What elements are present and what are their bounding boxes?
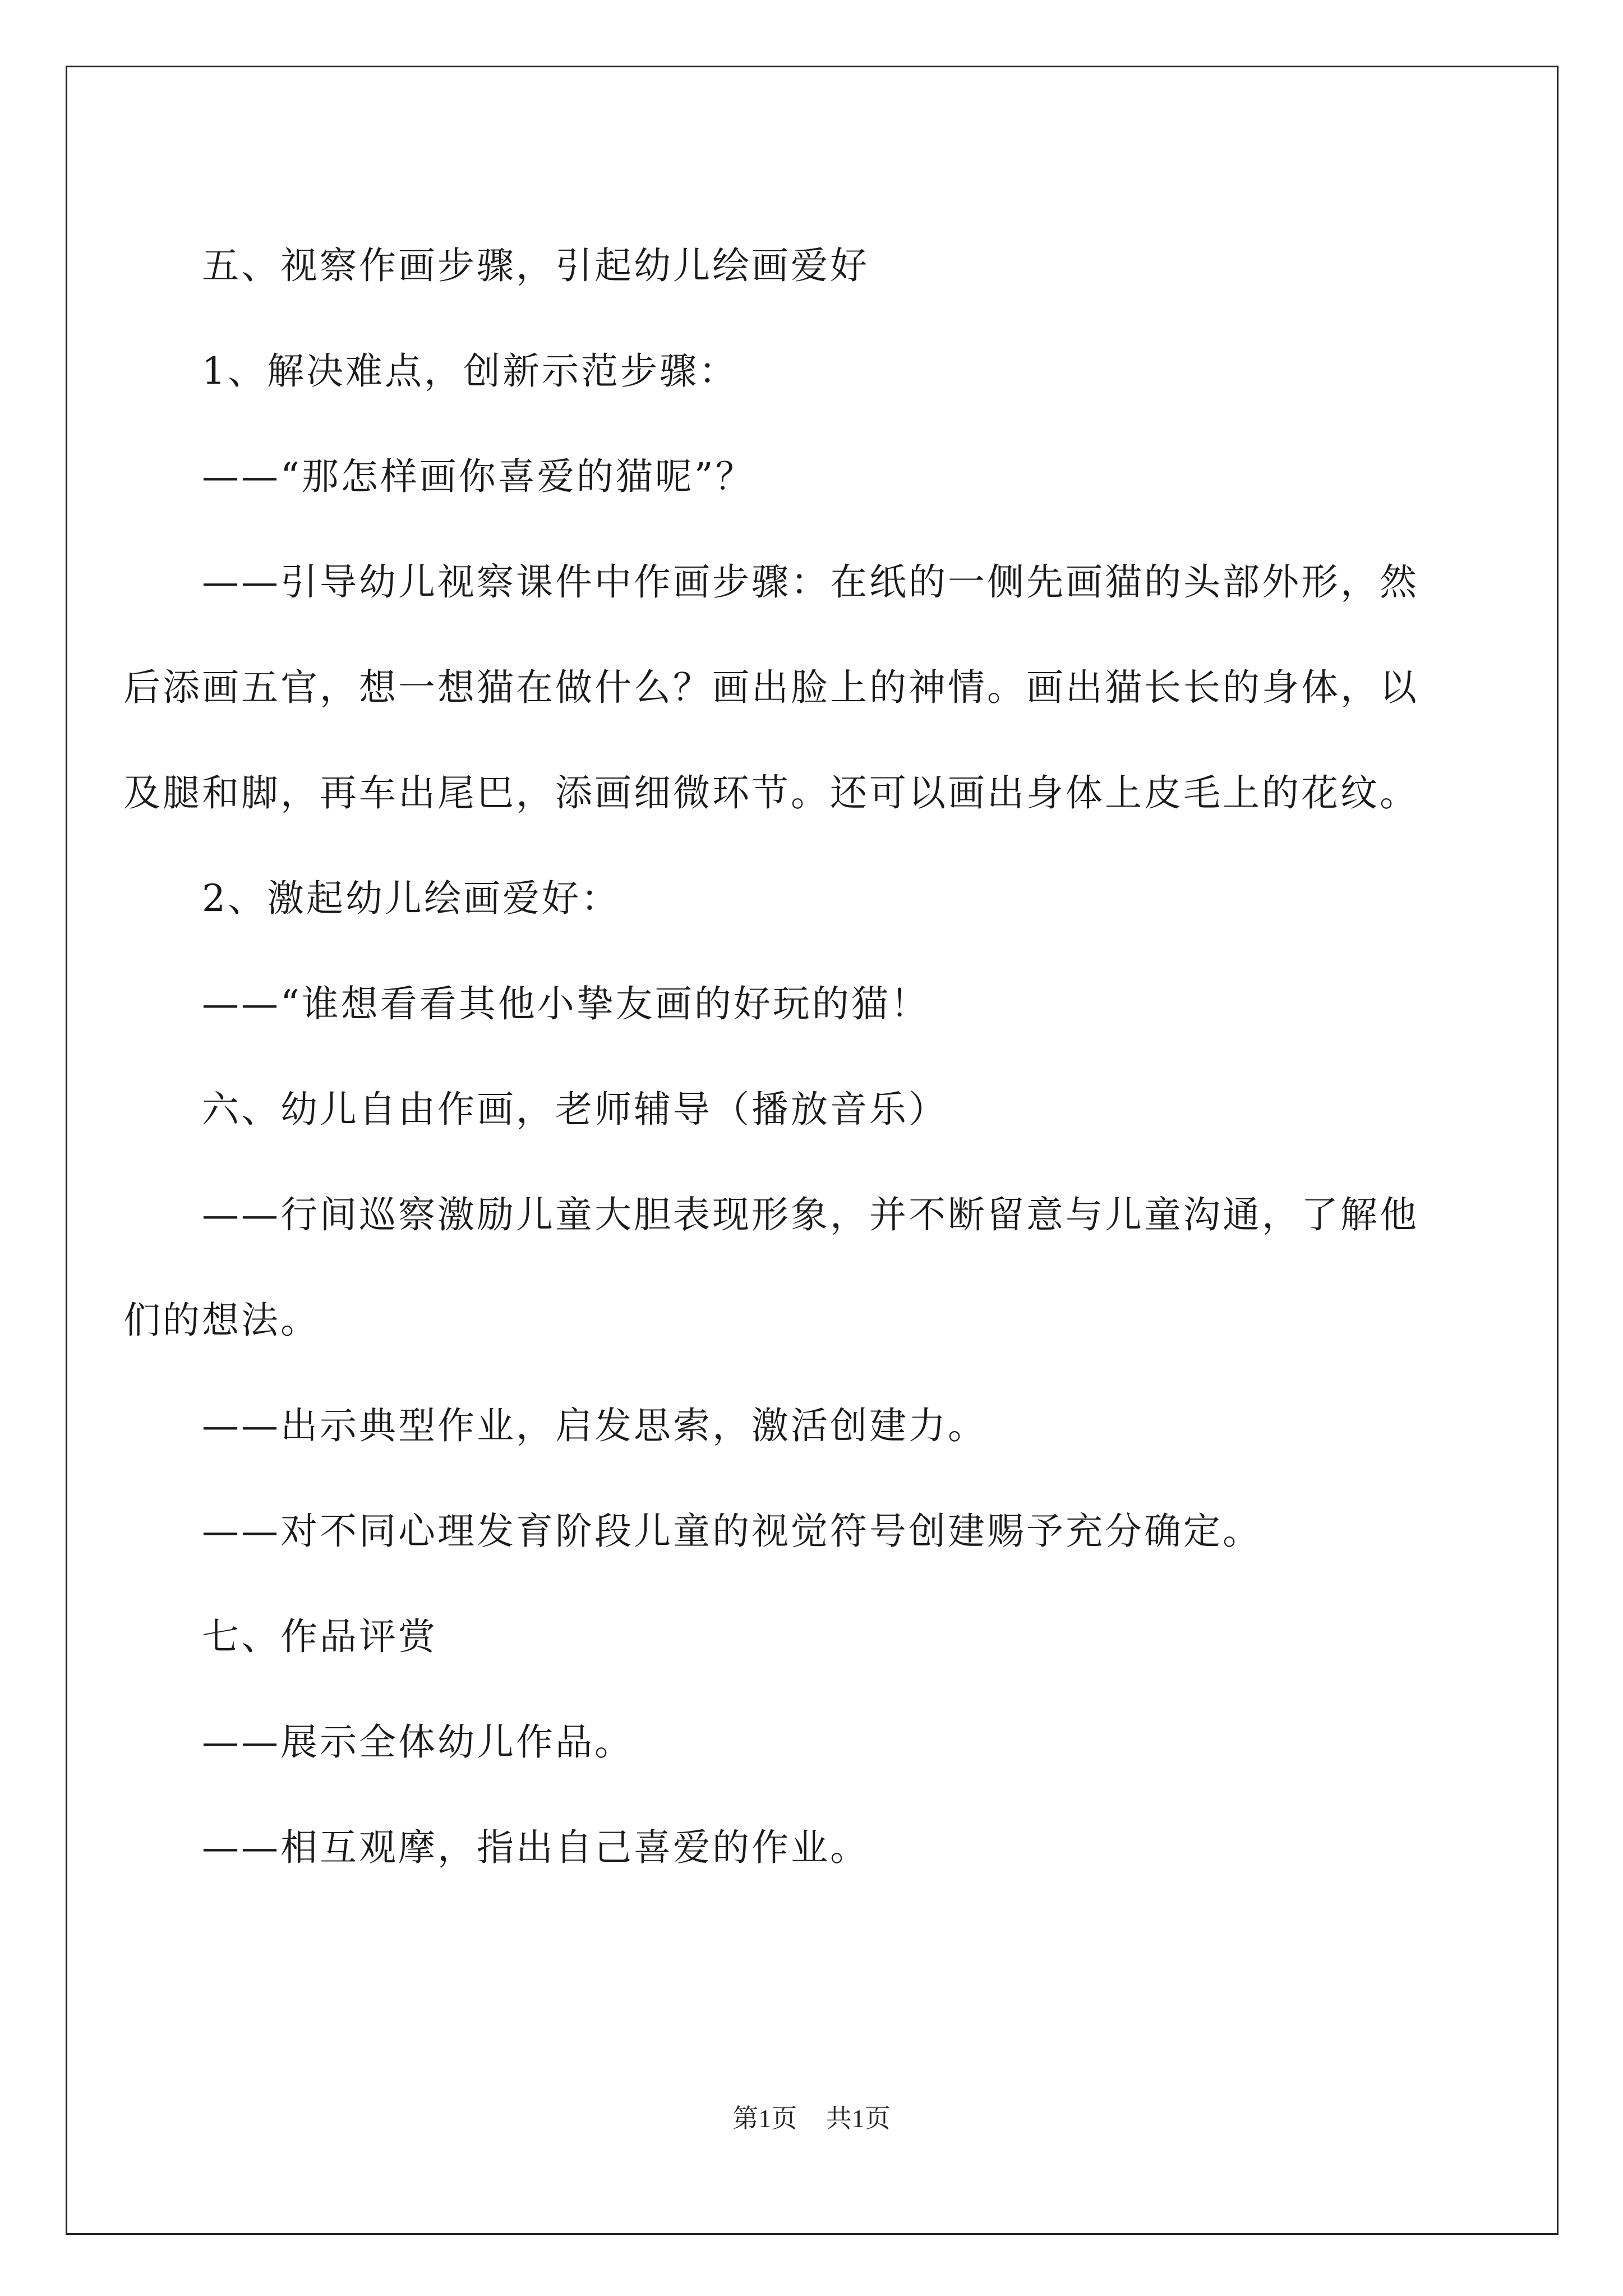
paragraph: ——出示典型作业，启发思索，激活创建力。 [202,1404,987,1447]
paragraph: ——相互观摩，指出自己喜爱的作业。 [202,1826,869,1869]
paragraph: ——“那怎样画你喜爱的猫呢”？ [202,455,755,498]
paragraph-patrol: ——行间巡察激励儿童大胆表现形象，并不断留意与儿童沟通，了解他们的想法。 [123,1193,1419,1342]
page-number: 第1页 [732,2104,797,2133]
heading-seven: 七、作品评赏 [202,1615,437,1658]
paragraph: ——对不同心理发育阶段儿童的视觉符号创建赐予充分确定。 [202,1510,1262,1553]
heading-five: 五、视察作画步骤，引起幼儿绘画爱好 [202,244,869,287]
page-total: 共1页 [826,2104,891,2133]
page-footer [0,2098,1623,2135]
document-body [123,213,1436,1901]
subheading-one: 1、解决难点，创新示范步骤： [202,349,738,393]
heading-six: 六、幼儿自由作画，老师辅导（播放音乐） [202,1088,948,1131]
paragraph: ——展示全体幼儿作品。 [202,1720,634,1764]
paragraph-steps: ——引导幼儿视察课件中作画步骤：在纸的一侧先画猫的头部外形，然后添画五官，想一想猫在做什么？画出脸上的神情。画出猫长长的身体，以及腿和脚，再车出尾巴，添画细微环节。还可以画出身体上皮毛上的花纹。 [123,560,1419,815]
subheading-two: 2、激起幼儿绘画爱好： [202,877,620,920]
paragraph: ——“谁想看看其他小挚友画的好玩的猫！ [202,982,930,1025]
